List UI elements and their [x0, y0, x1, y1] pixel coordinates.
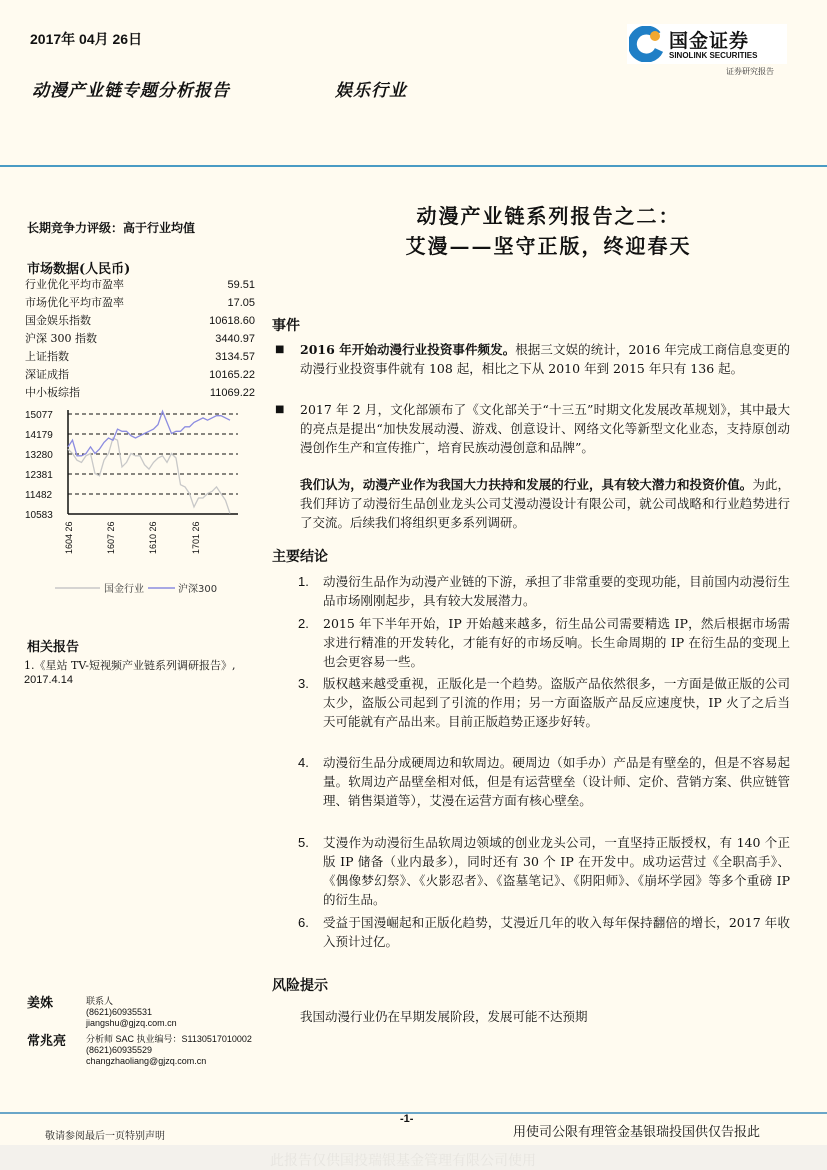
item-number: 4.	[298, 755, 309, 770]
row-value: 59.51	[227, 279, 255, 291]
row-label: 深证成指	[25, 368, 69, 381]
market-data-row	[25, 366, 255, 384]
conclusion-item	[298, 614, 790, 671]
conclusion-item	[298, 572, 790, 610]
analyst-email[interactable]: changzhaoliang@gjzq.com.cn	[86, 1056, 207, 1066]
svg-text:1701 26: 1701 26	[191, 521, 201, 554]
analyst-info	[86, 996, 177, 1029]
bullet-text	[300, 340, 790, 378]
competitiveness-rating: 长期竞争力评级：高于行业均值	[27, 221, 196, 235]
logo-subtitle: 证券研究报告	[726, 67, 774, 76]
industry-label: 娱乐行业	[335, 81, 407, 101]
header-rule	[0, 165, 827, 167]
row-value: 11069.22	[209, 387, 255, 399]
item-text: 动漫衍生品分成硬周边和软周边。硬周边（如手办）产品是有壁垒的，但是不容易起量。软周边产品壁垒相对低，但是有运营壁垒（设计师、定价、营销方案、供应链管理、销售渠道等），艾漫在运营方面有核心壁垒。	[323, 755, 790, 808]
analyst-phone: (8621)60935531	[86, 1007, 153, 1017]
svg-text:12381: 12381	[25, 470, 53, 481]
bullet-body: 2017 年 2 月，文化部颁布了《文化部关于“十三五”时期文化发展改革规划》，其中最大的亮点是提出“加快发展动漫、游戏、创意设计、网络文化等新型文化业态，支持原创动漫创作生产和宣传推广，培育民族动漫创意和品牌”。	[300, 402, 790, 455]
market-data-row	[25, 276, 255, 294]
item-text: 2015 年下半年开始，IP 开始越来越多，衍生品公司需要精选 IP，然后根据市场需求进行精准的开发转化，才能有好的市场反响。长生命周期的 IP 在衍生品的变现上也会更容易一些。	[323, 616, 790, 669]
market-data-row	[25, 312, 255, 330]
item-text: 动漫衍生品作为动漫产业链的下游，承担了非常重要的变现功能，目前国内动漫衍生品市场刚刚起步，具有较大发展潜力。	[323, 574, 790, 608]
related-report-date: 2017.4.14	[24, 674, 73, 686]
market-data-row	[25, 294, 255, 312]
row-label: 上证指数	[25, 350, 69, 363]
market-data-row	[25, 348, 255, 366]
related-reports-title: 相关报告	[27, 640, 80, 655]
item-number: 1.	[298, 574, 309, 589]
item-number: 5.	[298, 835, 309, 850]
item-number: 3.	[298, 676, 309, 691]
report-type: 动漫产业链专题分析报告	[32, 81, 230, 101]
svg-text:1610 26: 1610 26	[148, 521, 158, 554]
bullet-text	[300, 400, 790, 457]
conclusion-item	[298, 753, 790, 810]
market-data-row	[25, 330, 255, 348]
footer-rule	[0, 1112, 827, 1114]
usage-note: 用使司公限有理管金基银瑞投国供仅告报此	[513, 1124, 761, 1139]
analyst-info	[86, 1034, 252, 1067]
section-event-heading: 事件	[272, 318, 300, 334]
item-number: 6.	[298, 915, 309, 930]
event-bullet	[275, 340, 790, 378]
item-text: 版权越来越受重视，正版化是一个趋势。盗版产品依然很多，一方面是做正版的公司太少，盗版公司起到了引流的作用；另一方面盗版产品反应速度快，IP 火了之后当天可能就有产品出来。目前正版趋势正逐步好转。	[323, 676, 790, 729]
opinion-paragraph	[300, 475, 790, 532]
item-text: 艾漫作为动漫衍生品软周边领域的创业龙头公司，一直坚持正版授权，有 140 个正版 IP 储备（业内最多），同时还有 30 个 IP 在开发中。成功运营过《全职高手》、《偶像梦幻祭》、《火影忍者》、《盗墓笔记》、《阴阳师》、《崩坏学园》等多个重磅 IP 的衍生品。	[323, 835, 790, 907]
svg-text:14179: 14179	[25, 430, 53, 441]
svg-text:13280: 13280	[25, 450, 53, 461]
row-value: 10165.22	[209, 369, 255, 381]
row-label: 沪深 300 指数	[25, 332, 97, 345]
bullet-bold: 2016 年开始动漫行业投资事件频发。	[300, 342, 516, 357]
conclusion-item	[298, 833, 790, 909]
item-text: 受益于国漫崛起和正版化趋势，艾漫近几年的收入每年保持翻倍的增长，2017 年收入预计过亿。	[323, 915, 790, 949]
analyst-role: 分析师 SAC 执业编号：S1130517010002	[86, 1034, 252, 1044]
risk-text: 我国动漫行业仍在早期发展阶段，发展可能不达预期	[300, 1009, 588, 1024]
logo-name-cn: 国金证券	[669, 31, 750, 52]
event-bullet	[275, 400, 790, 457]
market-data-title: 市场数据(人民币)	[27, 262, 131, 277]
disclaimer-note: 敬请参阅最后一页特别声明	[45, 1131, 165, 1142]
row-value: 3440.97	[215, 333, 255, 345]
square-bullet-icon: ■	[275, 404, 285, 415]
row-value: 3134.57	[215, 351, 255, 363]
market-data-table	[25, 276, 255, 402]
square-bullet-icon: ■	[275, 344, 285, 355]
svg-text:国金行业: 国金行业	[104, 584, 144, 595]
report-date: 2017年 04月 26日	[30, 31, 143, 47]
market-data-row	[25, 384, 255, 402]
row-value: 10618.60	[209, 315, 255, 327]
conclusion-item	[298, 674, 790, 731]
analyst-phone: (8621)60935529	[86, 1045, 153, 1055]
chart-canvas	[20, 405, 250, 600]
row-label: 中小板综指	[25, 386, 80, 399]
item-number: 2.	[298, 616, 309, 631]
svg-text:11482: 11482	[25, 490, 53, 501]
svg-text:1607 26: 1607 26	[106, 521, 116, 554]
conclusion-item	[298, 913, 790, 951]
row-value: 17.05	[227, 297, 255, 309]
analyst-role: 联系人	[86, 996, 114, 1006]
page-number: -1-	[400, 1113, 414, 1125]
svg-text:沪深300: 沪深300	[178, 584, 218, 595]
related-report-item[interactable]	[24, 658, 264, 688]
related-report-title[interactable]: 1.《星站 TV-短视频产业链系列调研报告》,	[24, 659, 236, 672]
row-label: 市场优化平均市盈率	[25, 296, 124, 309]
logo-name-en: SINOLINK SECURITIES	[669, 51, 758, 60]
title-line-1: 动漫产业链系列报告之二：	[416, 204, 681, 228]
svg-text:10583: 10583	[25, 510, 53, 521]
report-title	[270, 201, 827, 261]
row-label: 国金娱乐指数	[25, 314, 91, 327]
sinolink-logo	[627, 24, 787, 64]
svg-text:1604 26: 1604 26	[64, 521, 74, 554]
analyst-email[interactable]: jiangshu@gjzq.com.cn	[86, 1018, 177, 1028]
title-line-2: 艾漫——坚守正版，终迎春天	[405, 234, 692, 258]
section-risk-heading: 风险提示	[272, 978, 328, 994]
analyst-name: 常兆亮	[27, 1034, 67, 1049]
opinion-body: 为此，我们拜访了动漫衍生品创业龙头公司艾漫动漫设计有限公司，就公司战略和行业趋势进行了交流。后续我们将组织更多系列调研。	[300, 477, 790, 530]
logo-mark-icon	[629, 26, 665, 62]
opinion-bold: 我们认为，动漫产业作为我国大力扶持和发展的行业，具有较大潜力和投资价值。	[300, 477, 753, 492]
index-line-chart	[20, 405, 250, 595]
bullet-body: 根据三文娱的统计，2016 年完成工商信息变更的动漫行业投资事件就有 108 起，相比之下从 2010 年到 2015 年只有 136 起。	[300, 342, 790, 376]
row-label: 行业优化平均市盈率	[25, 278, 124, 291]
analyst-name: 姜姝	[27, 996, 54, 1011]
watermark-text: 此报告仅供国投瑞银基金管理有限公司使用	[270, 1152, 536, 1168]
section-conclusions-heading: 主要结论	[272, 549, 328, 565]
svg-text:15077: 15077	[25, 410, 53, 421]
